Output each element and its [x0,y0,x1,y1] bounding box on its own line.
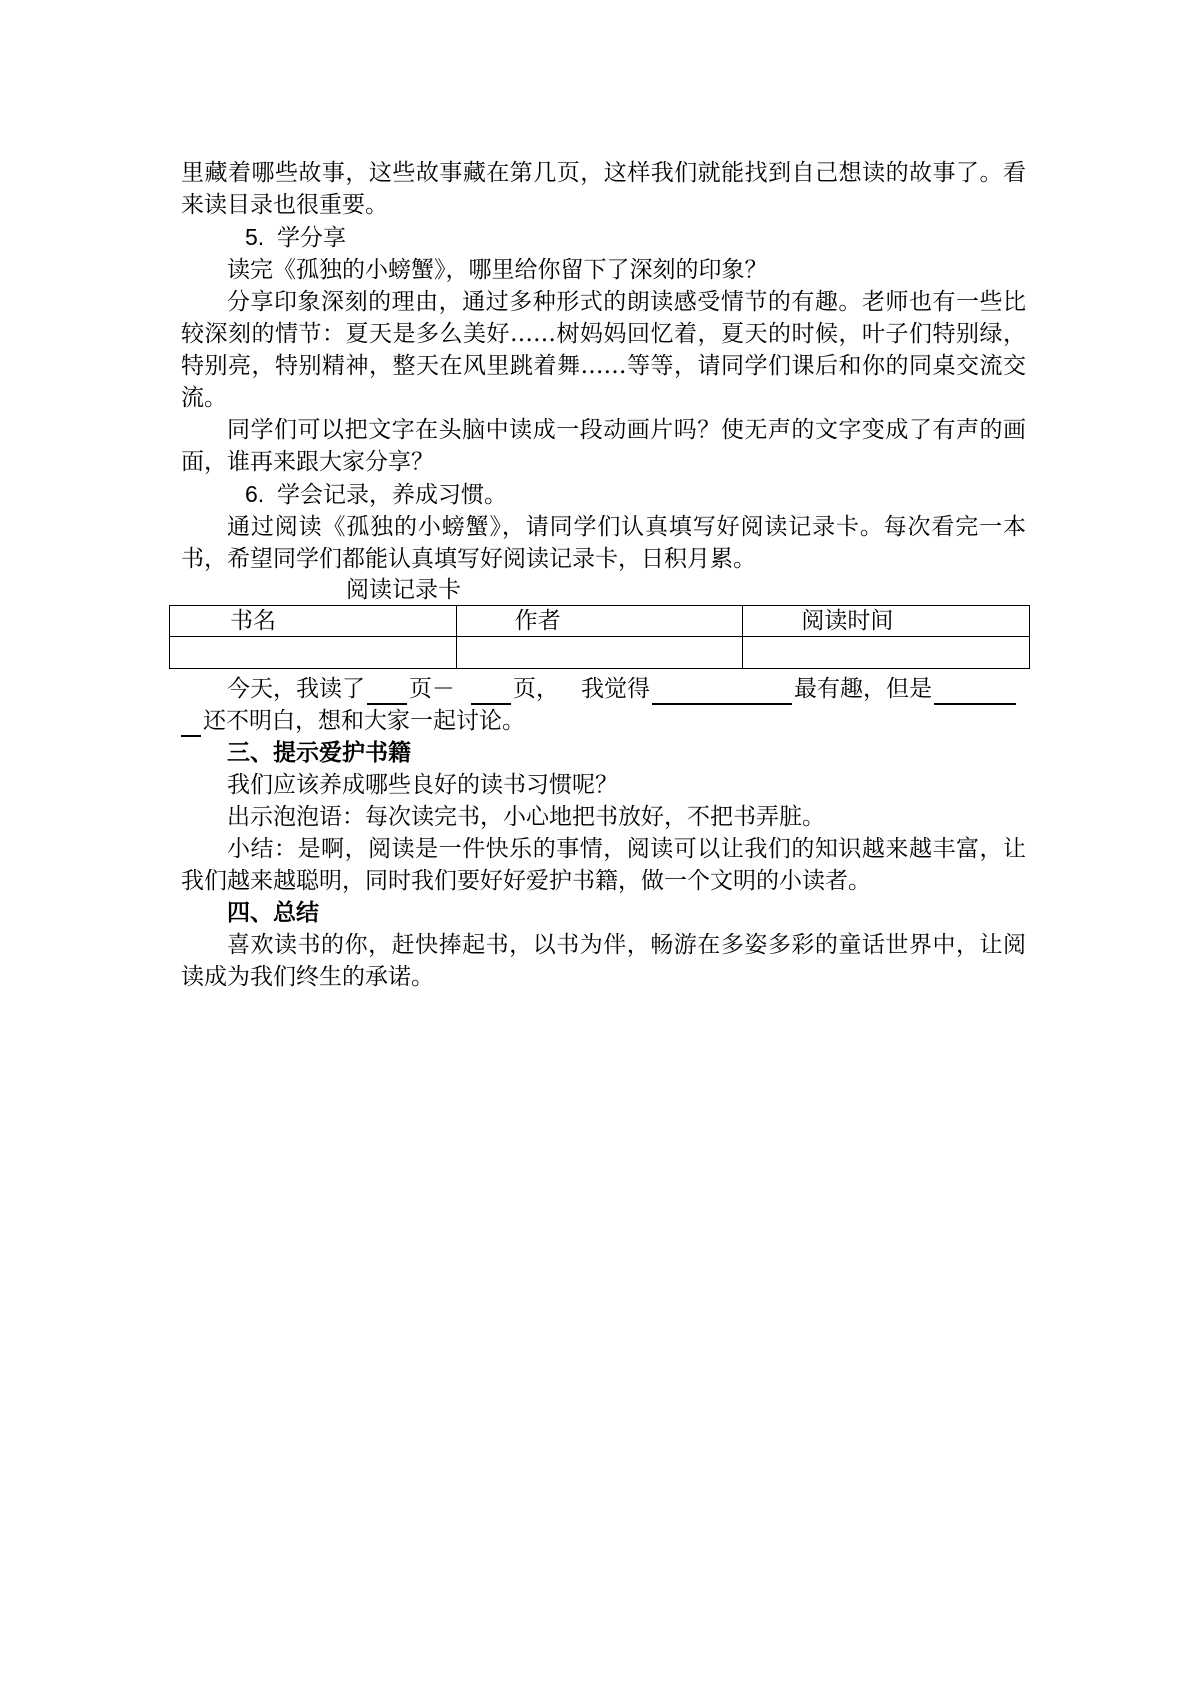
item-5-question: 读完《孤独的小螃蟹》，哪里给你留下了深刻的印象？ [227,257,768,283]
blank-start-page[interactable] [367,677,407,705]
fill-in-line-continued [181,705,1026,737]
item-6-heading [181,478,1026,511]
blank-end-page[interactable] [471,677,511,705]
item-5-text: 学分享 [277,225,346,251]
section-3-question: 我们应该养成哪些良好的读书习惯呢？ [227,772,618,798]
section-3-summary: 小结：是啊，阅读是一件快乐的事情，阅读可以让我们的知识越来越丰富，让我们越来越聪明，同时我们要好好爱护书籍，做一个文明的小读者。 [181,836,1026,894]
record-header-reading-time: 阅读时间 [743,606,1030,637]
fill-text-6: 还不明白，想和大家一起讨论。 [203,708,525,734]
item-5-share-paragraph: 分享印象深刻的理由，通过多种形式的朗读感受情节的有趣。老师也有一些比较深刻的情节：夏天是多么美好……树妈妈回忆着，夏天的时候，叶子们特别绿，特别亮，特别精神，整天在风里跳着舞……等等，请同学们课后和你的同桌交流交流。 [181,289,1026,411]
record-card-entry-row [170,637,1030,669]
item-5-number: 5. [245,224,265,250]
record-card-table [169,605,1030,669]
fill-in-line [181,673,1026,705]
fill-text-2: 页－ [409,676,455,702]
paragraph-intro-continued: 里藏着哪些故事，这些故事藏在第几页，这样我们就能找到自己想读的故事了。看来读目录也很重要。 [181,160,1026,218]
item-6-paragraph: 通过阅读《孤独的小螃蟹》，请同学们认真填写好阅读记录卡。每次看完一本书，希望同学们都能认真填写好阅读记录卡，日积月累。 [181,514,1026,572]
record-card-title: 阅读记录卡 [346,577,461,603]
record-cell-reading-time[interactable] [743,637,1030,669]
record-cell-author[interactable] [456,637,743,669]
record-cell-book-name[interactable] [170,637,457,669]
item-5-heading [181,221,1026,254]
record-header-author: 作者 [456,606,743,637]
blank-not-understood[interactable] [934,677,1016,705]
fill-text-4: 我觉得 [581,676,650,702]
section-3-heading: 三、提示爱护书籍 [227,739,411,766]
record-card-header-row [170,606,1030,637]
section-3-bubble: 出示泡泡语：每次读完书，小心地把书放好，不把书弄脏。 [227,804,825,830]
record-header-book-name: 书名 [170,606,457,637]
item-5-imagine-paragraph: 同学们可以把文字在头脑中读成一段动画片吗？使无声的文字变成了有声的画面，谁再来跟大家分享？ [181,417,1026,475]
blank-not-understood-cont[interactable] [181,709,201,737]
fill-text-3: 页， [513,676,559,702]
document-body [181,157,1026,993]
section-4-text: 喜欢读书的你，赶快捧起书，以书为伴，畅游在多姿多彩的童话世界中，让阅读成为我们终生的承诺。 [181,932,1026,990]
blank-most-interesting[interactable] [652,677,792,705]
fill-text-1: 今天，我读了 [227,676,365,702]
item-6-number: 6. [245,481,265,507]
section-4-heading: 四、总结 [227,899,319,926]
item-6-text: 学会记录，养成习惯。 [277,482,507,508]
fill-text-5: 最有趣，但是 [794,676,932,702]
